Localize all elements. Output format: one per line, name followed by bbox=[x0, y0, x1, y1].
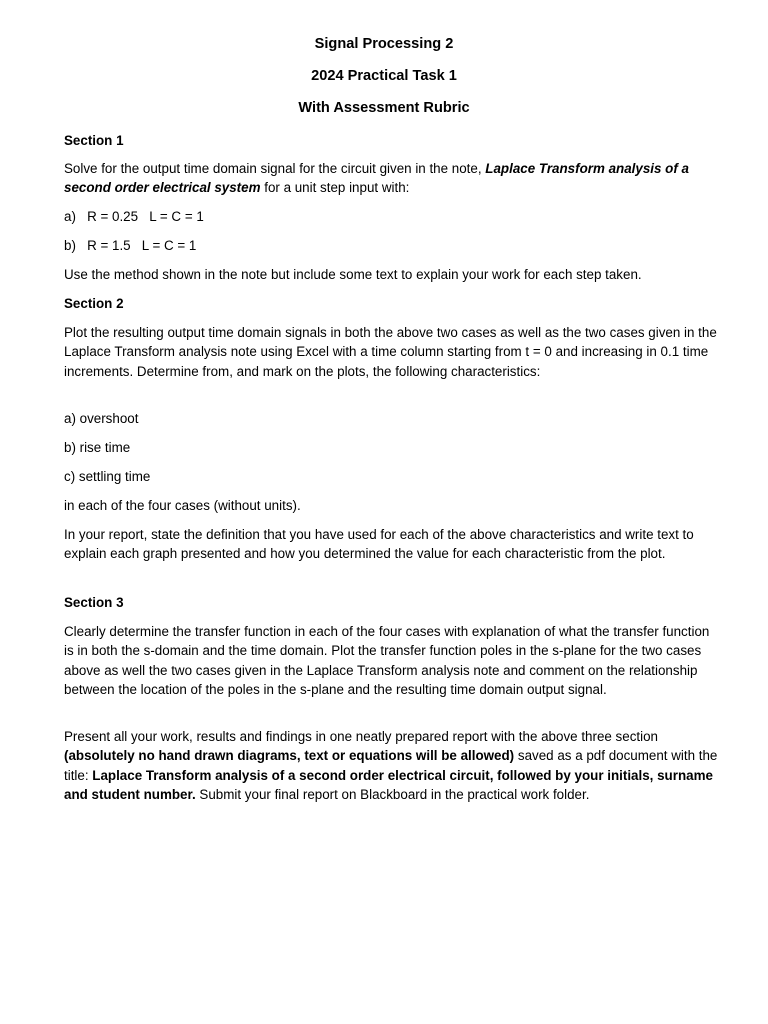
closing-post: Submit your final report on Blackboard in the practical work folder. bbox=[195, 787, 590, 803]
closing-bold-title: Laplace Transform analysis of a second order electrical circuit, followed by your initials, surname and student number. bbox=[64, 767, 713, 803]
section2-report: In your report, state the definition that you have used for each of the above characteristics and write text to explain each graph presented and how you determined the value for each characteristic from the plot. bbox=[64, 527, 694, 562]
section1-intro-pre: Solve for the output time domain signal for the circuit given in the note, bbox=[64, 161, 486, 176]
section1-intro-emphasis: Laplace Transform analysis of a second order electrical system bbox=[64, 161, 689, 196]
section1-method: Use the method shown in the note but include some text to explain your work for each step taken. bbox=[64, 267, 642, 282]
section1-heading: Section 1 bbox=[64, 133, 124, 148]
document-subtitle: 2024 Practical Task 1 bbox=[311, 68, 457, 84]
closing-bold-warning: (absolutely no hand drawn diagrams, text or equations will be allowed) bbox=[64, 748, 515, 764]
closing-paragraph bbox=[64, 727, 724, 805]
section1-intro bbox=[64, 159, 719, 198]
section2-cases: in each of the four cases (without units). bbox=[64, 498, 301, 513]
section1-item-b: b) R = 1.5 L = C = 1 bbox=[64, 238, 197, 253]
closing-mid: saved as a pdf document with the title: bbox=[64, 748, 718, 783]
document-subtitle-rubric: With Assessment Rubric bbox=[298, 100, 470, 116]
section1-intro-post: for a unit step input with: bbox=[260, 180, 410, 196]
section2-item-a: a) overshoot bbox=[64, 411, 139, 426]
document-title: Signal Processing 2 bbox=[314, 36, 454, 52]
section3-heading: Section 3 bbox=[64, 595, 124, 610]
section1-item-a: a) R = 0.25 L = C = 1 bbox=[64, 209, 204, 224]
section2-paragraph: Plot the resulting output time domain signals in both the above two cases as well as the two cases given in the Laplace Transform analysis note using Excel with a time column starting from t = 0 and increasing in 0.1 time increments. Determine from, and mark on the plots, the following characteristics: bbox=[64, 325, 717, 379]
section3-paragraph: Clearly determine the transfer function in each of the four cases with explanation of what the transfer function is in both the s-domain and the time domain. Plot the transfer function poles in the s-plane for the two cases above as well the two cases given in the Laplace Transform analysis note and comment on the relationship between the location of the poles in the s-plane and the resulting time domain output signal. bbox=[64, 624, 710, 698]
section2-item-c: c) settling time bbox=[64, 469, 151, 484]
section2-heading: Section 2 bbox=[64, 296, 124, 311]
section2-item-b: b) rise time bbox=[64, 440, 131, 455]
closing-pre: Present all your work, results and findings in one neatly prepared report with the above three section bbox=[64, 729, 658, 744]
